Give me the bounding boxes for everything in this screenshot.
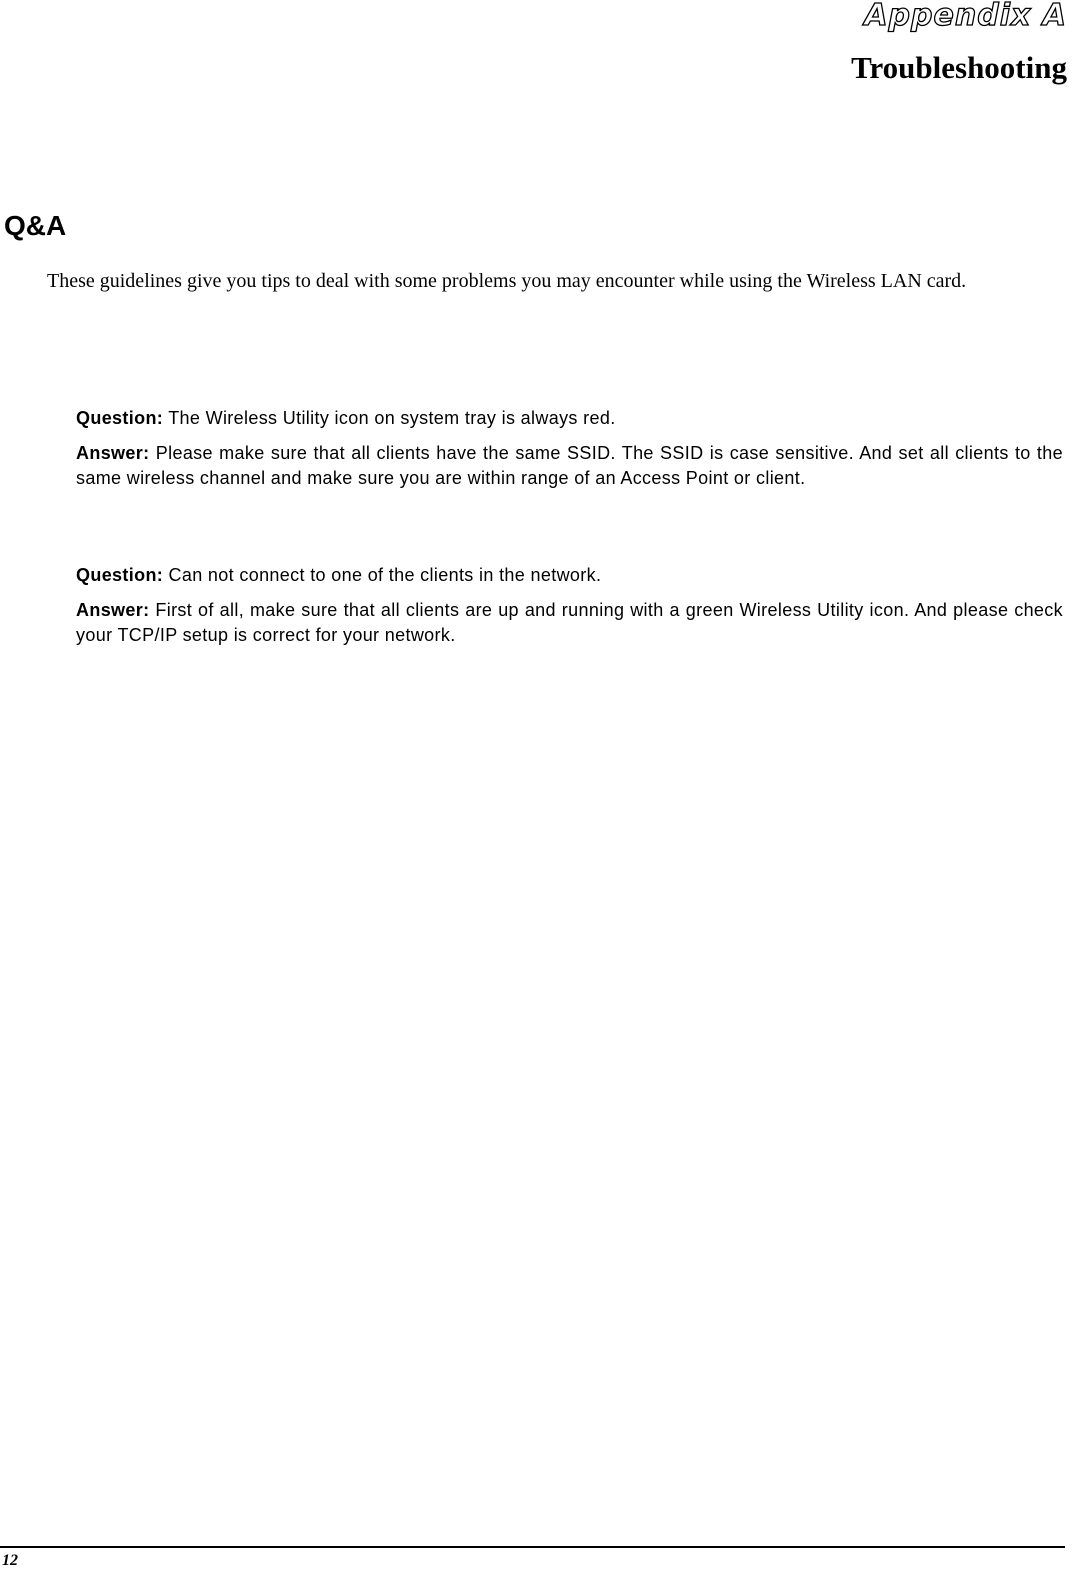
qa-item (76, 406, 1063, 491)
answer-label: Answer: (76, 600, 150, 620)
page-number: 12 (2, 1552, 18, 1569)
answer (76, 598, 1063, 648)
question-label: Question: (76, 565, 164, 585)
answer-label: Answer: (76, 443, 150, 463)
question-text: Can not connect to one of the clients in the network. (168, 565, 602, 585)
qa-item (76, 563, 1063, 648)
answer (76, 441, 1063, 491)
answer-text: Please make sure that all clients have the same SSID. The SSID is case sensitive. And set all clients to the same wireless channel and make sure you are within range of an Access Point or client. (76, 443, 1064, 488)
question (76, 563, 1063, 588)
chapter-title: Troubleshooting (851, 50, 1067, 85)
question-label: Question: (76, 408, 164, 428)
appendix-label: Appendix A (864, 0, 1067, 33)
answer-text: First of all, make sure that all clients are up and running with a green Wireless Utility icon. And please check your TCP/IP setup is correct for your network. (76, 600, 1063, 645)
intro-paragraph: These guidelines give you tips to deal with some problems you may encounter while using the Wireless LAN card. (47, 270, 967, 292)
section-heading: Q&A (4, 210, 67, 241)
question-text: The Wireless Utility icon on system tray is always red. (168, 408, 616, 428)
question (76, 406, 1063, 431)
footer-rule (0, 1546, 1065, 1548)
